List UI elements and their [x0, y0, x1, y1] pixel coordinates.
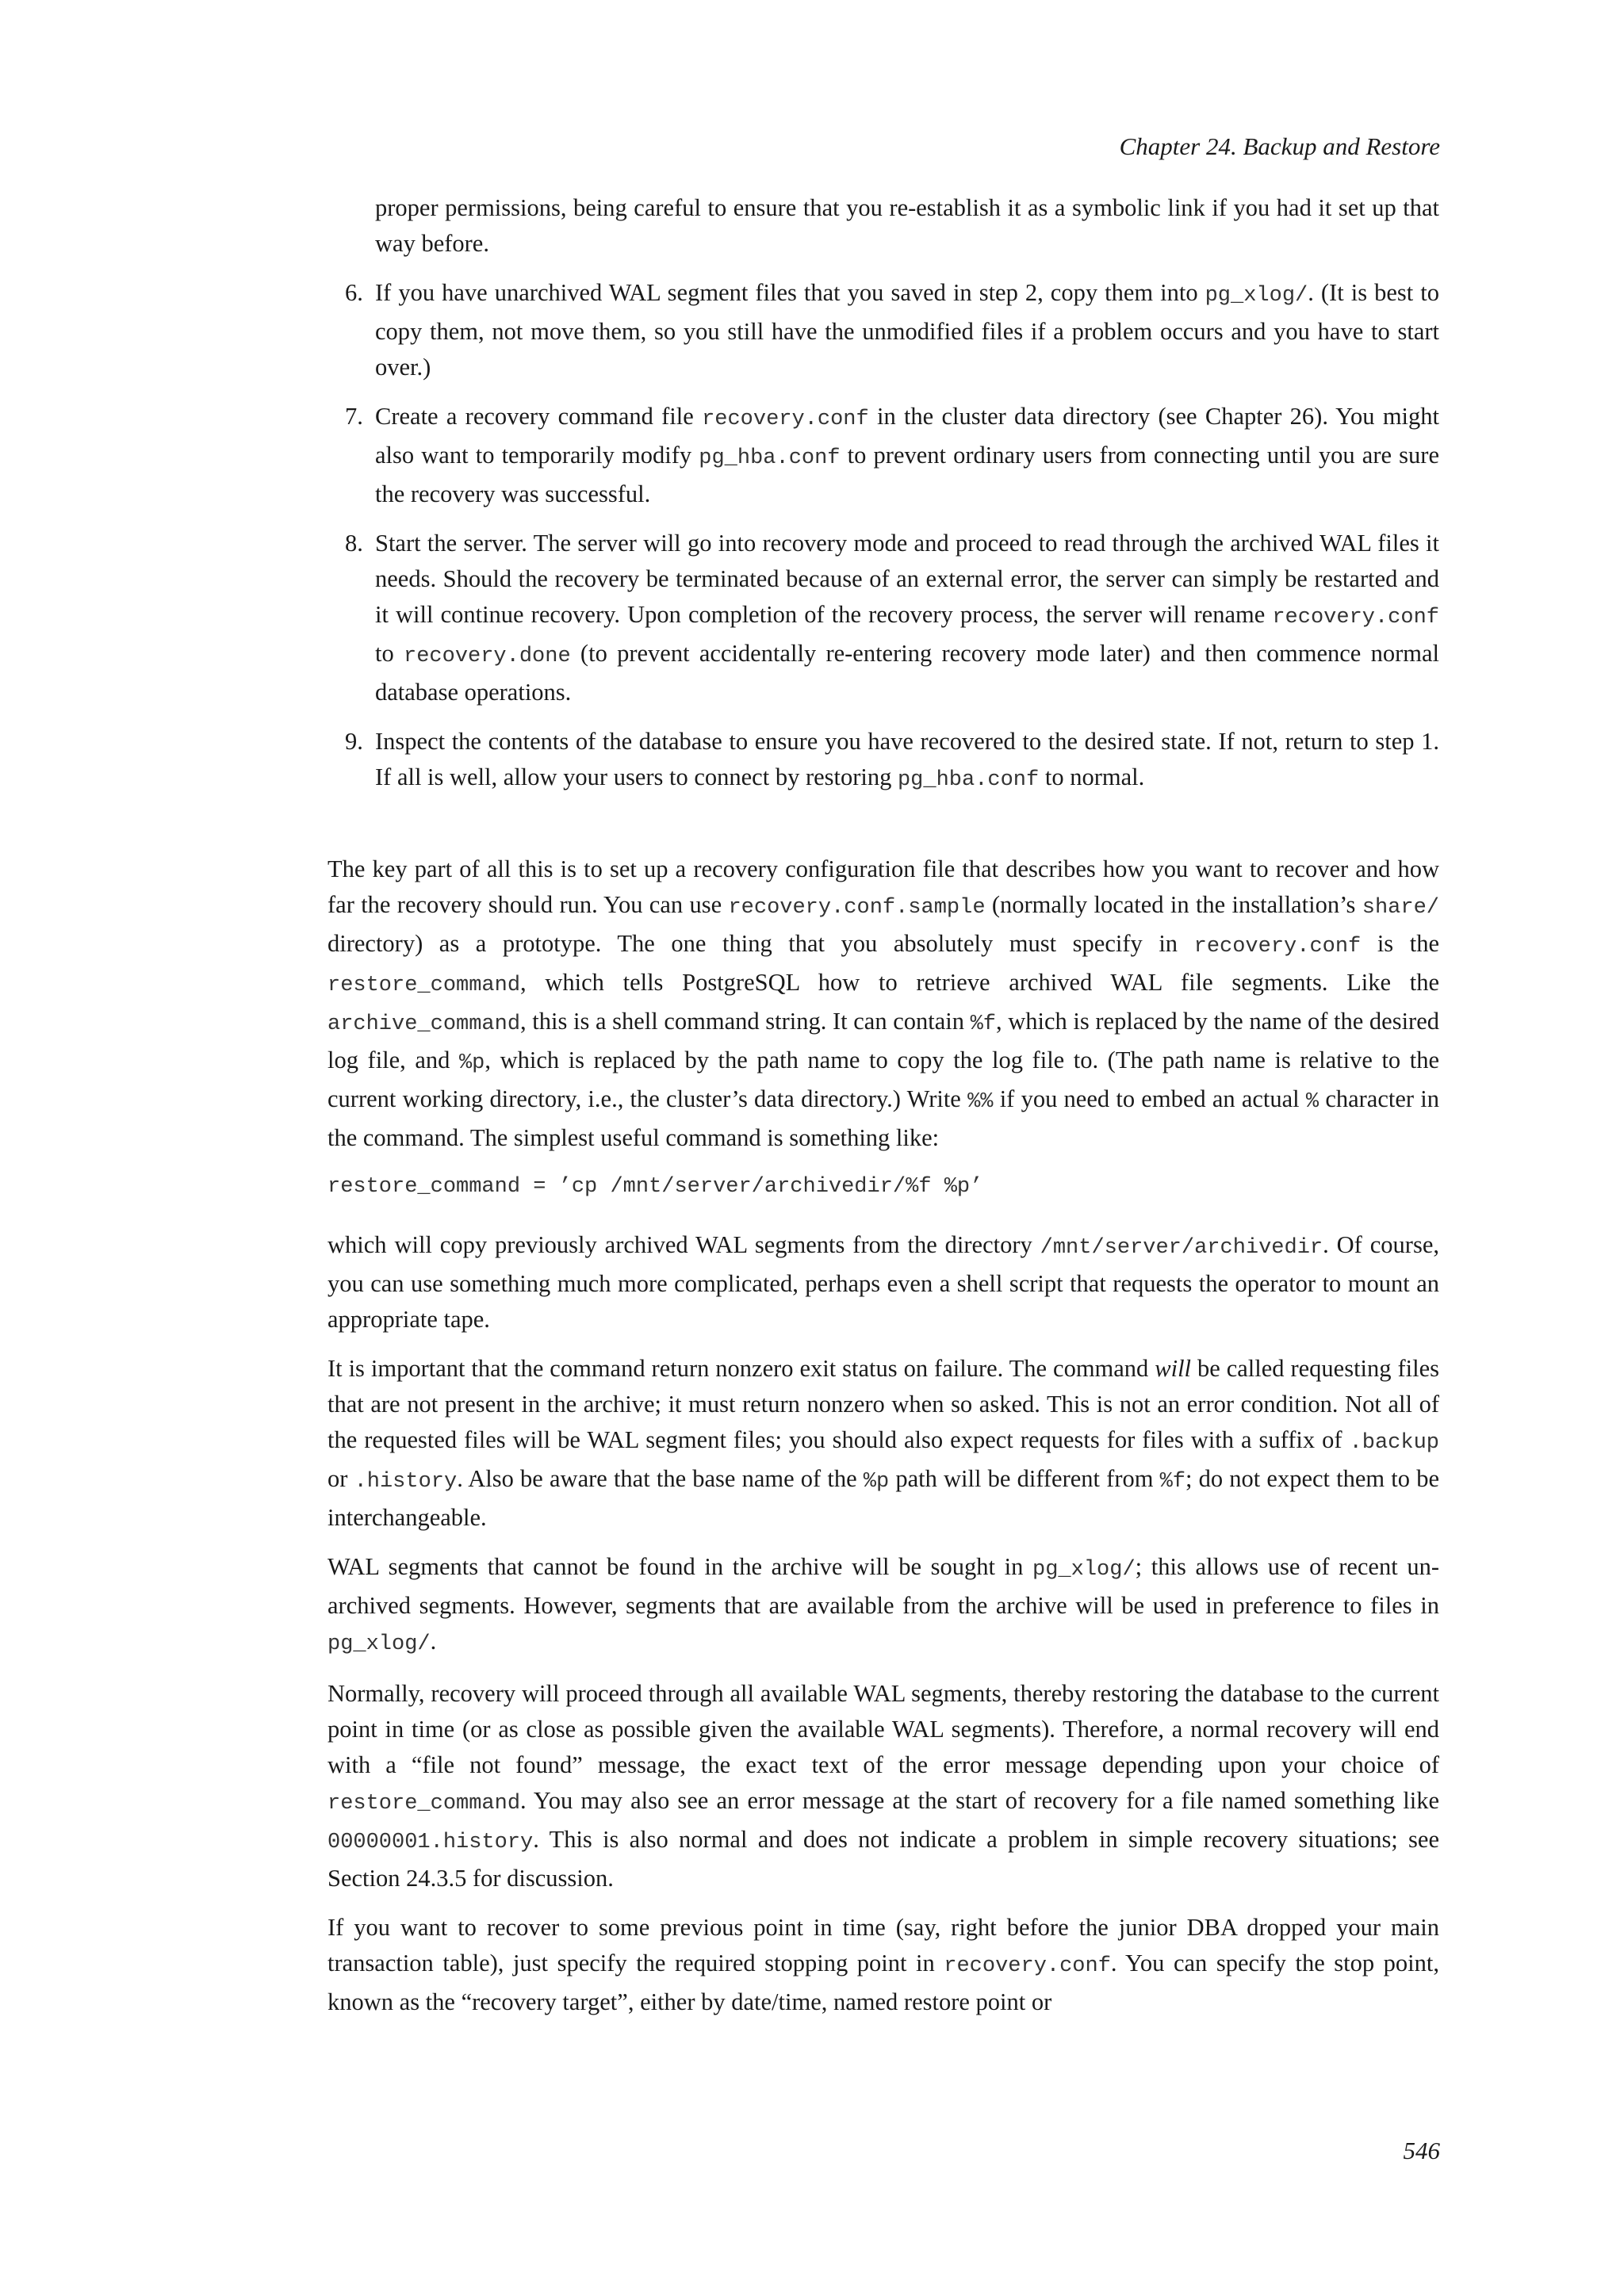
step-6 [327, 275, 1439, 385]
emphasis-will: will [1155, 1355, 1192, 1382]
text: directory) as a prototype. The one thing that you absolutely must specify in [327, 930, 1194, 957]
page-number: 546 [1403, 2137, 1440, 2164]
paragraph-recovery-target [327, 1910, 1439, 2020]
code-recovery-conf: recovery.conf [944, 1954, 1111, 1978]
text: , which tells PostgreSQL how to retrieve archived WAL file segments. Like the [520, 969, 1439, 996]
code-recovery-conf: recovery.conf [1193, 935, 1362, 959]
text: Inspect the contents of the database to ensure you have recovered to the desired state. If not, return to step 1. If all is well, allow your users to connect by restoring [375, 728, 1439, 790]
code-archivedir: /mnt/server/archivedir [1040, 1236, 1323, 1260]
text: Start the server. The server will go into recovery mode and proceed to read through the archived WAL files it needs. Should the recovery be terminated because of an external error, the server can simply be restarted and it will continue recovery. Upon completion of the recovery process, the server will rename [375, 530, 1439, 628]
step-number: 7. [345, 403, 363, 430]
paragraph-wal-segments [327, 1549, 1439, 1663]
code-recovery-conf: recovery.conf [702, 408, 869, 431]
code-history-file: 00000001.history [327, 1831, 534, 1854]
step-9 [327, 724, 1439, 798]
step-8 [327, 526, 1439, 710]
text: (to prevent accidentally re-entering recovery mode later) and then commence normal database operations. [375, 640, 1439, 706]
text: which will copy previously archived WAL segments from the directory [327, 1231, 1040, 1258]
text: . You can specify the stop point, known as the “recovery target”, either by date/time, named restore point or [327, 1950, 1439, 2015]
code-archive-command: archive_command [327, 1012, 521, 1036]
text: to prevent ordinary users from connecting until you are sure the recovery was successful. [375, 442, 1439, 507]
text: If you want to recover to some previous point in time (say, right before the junior DBA dropped your main transaction table), just specify the required stopping point in [327, 1914, 1439, 1976]
text: . This is also normal and does not indicate a problem in simple recovery situations; see Section 24.3.5 for discussion. [327, 1826, 1439, 1892]
code-backup: .backup [1349, 1431, 1439, 1455]
text: . [430, 1628, 437, 1655]
running-head: Chapter 24. Backup and Restore [1119, 132, 1440, 160]
paragraph-recovery-config [327, 851, 1439, 1156]
code-recovery-done: recovery.done [404, 645, 571, 668]
code-share: share/ [1362, 896, 1439, 920]
code-pg-xlog: pg_xlog/ [327, 1632, 431, 1656]
code-percent-f: %f [1159, 1470, 1186, 1494]
code-history: .history [354, 1470, 458, 1494]
text: ; do not expect them to be interchangeable. [327, 1465, 1439, 1531]
code-double-percent: %% [967, 1090, 994, 1114]
text: . (It is best to copy them, not move them, so you still have the unmodified files if a problem occurs and you have to start over.) [375, 279, 1439, 381]
text: character in the command. The simplest useful command is something like: [327, 1085, 1439, 1151]
code-restore-command: restore_command [327, 974, 521, 997]
paragraph-normal-recovery [327, 1676, 1439, 1896]
code-example: restore_command = ’cp /mnt/server/archivedir/%f %p’ [327, 1175, 983, 1199]
text: if you need to embed an actual [993, 1085, 1306, 1112]
text: . Also be aware that the base name of the [457, 1465, 864, 1492]
text: or [327, 1465, 354, 1492]
text: , this is a shell command string. It can contain [520, 1008, 971, 1035]
text: , which is replaced by the path name to copy the log file to. (The path name is relative to the current working directory, i.e., the cluster’s data directory.) Write [327, 1047, 1439, 1112]
text: to normal. [1039, 763, 1145, 790]
section-gap [327, 812, 1439, 851]
code-pg-xlog: pg_xlog/ [1205, 284, 1308, 308]
text: to [375, 640, 404, 667]
code-percent-p: %p [458, 1051, 485, 1075]
text: in the cluster data directory (see Chapter 26). You might also want to temporarily modify [375, 403, 1439, 469]
text: . You may also see an error message at the start of recovery for a file named something like [520, 1787, 1439, 1814]
step-number: 8. [345, 530, 363, 557]
text: (normally located in the installation’s [985, 891, 1362, 918]
text: ; this allows use of recent un-archived segments. However, segments that are available from the archive will be used in preference to files in [327, 1553, 1439, 1619]
text: . Of course, you can use something much more complicated, perhaps even a shell script that requests the operator to mount an appropriate tape. [327, 1231, 1439, 1333]
code-recovery-conf-sample: recovery.conf.sample [728, 896, 986, 920]
text: is the [1361, 930, 1439, 957]
text: If you have unarchived WAL segment files that you saved in step 2, copy them into [375, 279, 1205, 306]
text: Create a recovery command file [375, 403, 703, 430]
code-pg-hba-conf: pg_hba.conf [897, 768, 1040, 792]
code-pg-hba-conf: pg_hba.conf [699, 446, 841, 470]
code-recovery-conf: recovery.conf [1272, 606, 1439, 629]
step-number: 9. [345, 728, 363, 755]
step-number: 6. [345, 279, 363, 306]
text: It is important that the command return nonzero exit status on failure. The command [327, 1355, 1155, 1382]
text: path will be different from [889, 1465, 1160, 1492]
paragraph-copy-segments [327, 1227, 1439, 1337]
recovery-steps-list [327, 275, 1439, 798]
code-restore-command: restore_command [327, 1792, 521, 1816]
step-5-continuation: proper permissions, being careful to ensure that you re-establish it as a symbolic link if you had it set up that way before. [375, 194, 1439, 257]
paragraph-exit-status [327, 1351, 1439, 1536]
text: , which is replaced by the name of the desired log file, and [327, 1008, 1440, 1073]
text: Normally, recovery will proceed through all available WAL segments, thereby restoring the database to the current point in time (or as close as possible given the available WAL segments). Therefore, a normal recovery will end with a “file not found” message, the exact text of the error message depending upon your choice of [327, 1680, 1439, 1778]
text: be called requesting files that are not present in the archive; it must return nonzero when so asked. This is not an error condition. Not all of the requested files will be WAL segment files; you should also expect requests for files with a suffix of [327, 1355, 1439, 1453]
code-percent: % [1305, 1090, 1320, 1114]
text: WAL segments that cannot be found in the archive will be sought in [327, 1553, 1033, 1580]
code-pg-xlog: pg_xlog/ [1032, 1558, 1136, 1582]
code-percent-p: %p [863, 1470, 890, 1494]
step-7 [327, 399, 1439, 512]
code-percent-f: %f [970, 1012, 997, 1036]
text: The key part of all this is to set up a recovery configuration file that describes how you want to recover and how far the recovery should run. You can use [327, 855, 1439, 918]
page-body [327, 190, 1439, 2034]
